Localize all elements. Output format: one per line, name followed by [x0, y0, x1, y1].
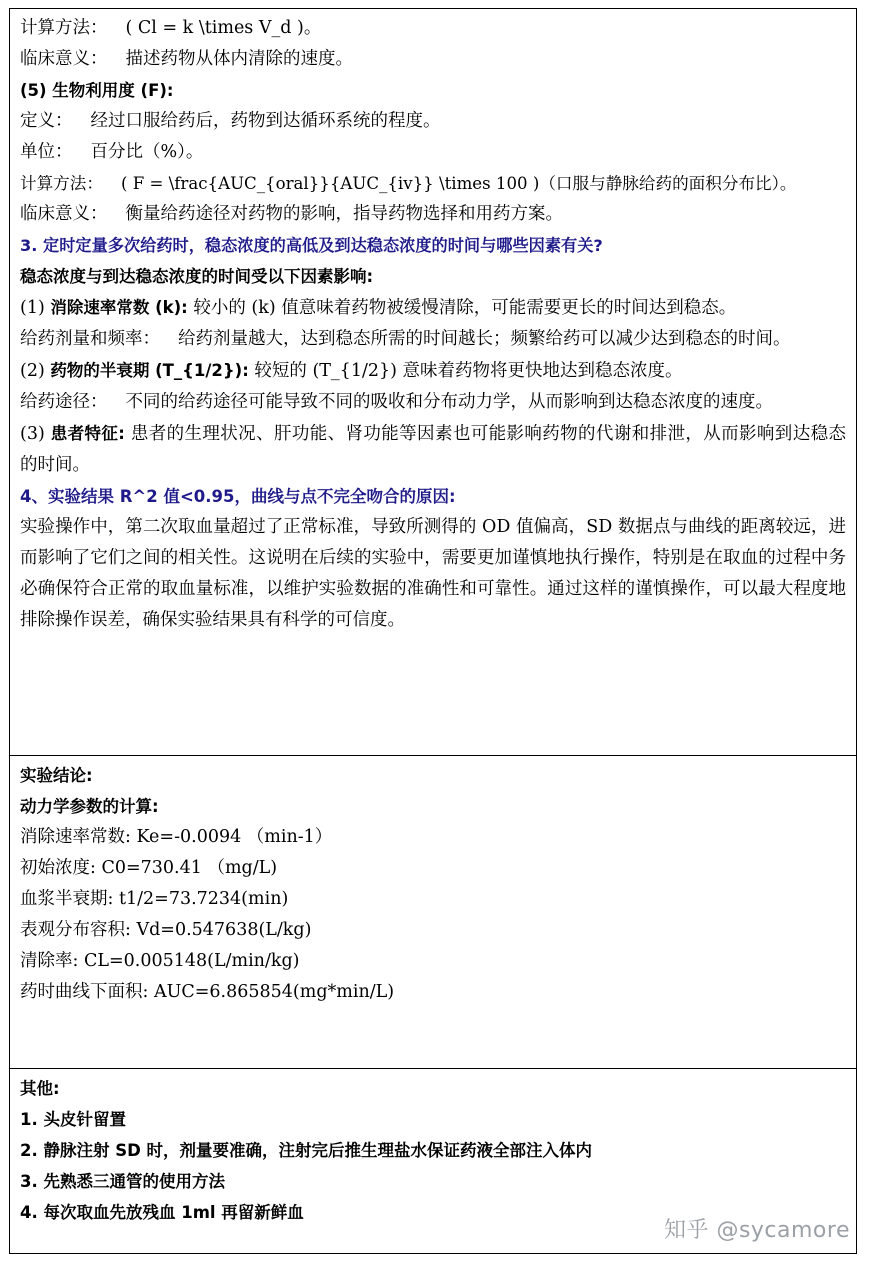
- other-item: 2. 静脉注射 SD 时，剂量要准确，注射完后推生理盐水保证药液全部注入体内: [20, 1141, 593, 1160]
- question-4-heading: 4、实验结果 R^2 值<0.95，曲线与点不完全吻合的原因:: [20, 487, 456, 506]
- other-item: 1. 头皮针留置: [20, 1110, 126, 1129]
- f-definition-line: 定义： 经过口服给药后，药物到达循环系统的程度。: [20, 111, 441, 131]
- factor-patient: (3) 患者特征: 患者的生理状况、肝功能、肾功能等因素也可能影响药物的代谢和排泄，从而影响到达稳态的时间。: [20, 424, 846, 475]
- cl-calc-line: 计算方法： ( Cl = k \times V_d )。: [20, 18, 322, 38]
- param-ke: 消除速率常数: Ke=-0.0094 （min-1）: [20, 827, 333, 847]
- param-half-life: 血浆半衰期: t1/2=73.7234(min): [20, 889, 289, 909]
- param-cl: 清除率: CL=0.005148(L/min/kg): [20, 951, 300, 971]
- other-heading: 其他:: [20, 1079, 60, 1098]
- param-auc: 药时曲线下面积: AUC=6.865854(mg*min/L): [20, 982, 395, 1002]
- param-vd: 表观分布容积: Vd=0.547638(L/kg): [20, 920, 312, 940]
- watermark: 知乎 @sycamore: [663, 1218, 850, 1243]
- factor-half-life: (2) 药物的半衰期 (T_{1/2}): 较短的 (T_{1/2}) 意味着药物将更快地达到稳态浓度。: [20, 361, 683, 381]
- conclusion-section: [10, 755, 856, 1068]
- other-item: 3. 先熟悉三通管的使用方法: [20, 1172, 225, 1191]
- document-page: [9, 8, 857, 1254]
- other-item: 4. 每次取血先放残血 1ml 再留新鲜血: [20, 1203, 304, 1222]
- conclusion-heading: 实验结论:: [20, 766, 93, 785]
- kinetics-subheading: 动力学参数的计算:: [20, 797, 159, 816]
- factor-dose-frequency: 给药剂量和频率： 给药剂量越大，达到稳态所需的时间越长；频繁给药可以减少达到稳态的时间。: [20, 329, 791, 349]
- factor-route: 给药途径： 不同的给药途径可能导致不同的吸收和分布动力学，从而影响到达稳态浓度的速度。: [20, 392, 773, 412]
- f-clinical-line: 临床意义： 衡量给药途径对药物的影响，指导药物选择和用药方案。: [20, 204, 563, 224]
- question-3-heading: 3. 定时定量多次给药时，稳态浓度的高低及到达稳态浓度的时间与哪些因素有关?: [20, 236, 603, 255]
- discussion-section: [10, 9, 856, 755]
- question-4-text: 实验操作中，第二次取血量超过了正常标准，导致所测得的 OD 值偏高，SD 数据点与曲线的距离较远，进而影响了它们之间的相关性。这说明在后续的实验中，需要更加谨慎地执行操作，特别是在取血的过程中务必确保符合正常的取血量标准，以维护实验数据的准确性和可靠性。通过这样的谨慎操作，可以最大程度地排除操作误差，确保实验结果具有科学的可信度。: [20, 517, 846, 630]
- bioavailability-heading: (5) 生物利用度 (F):: [20, 81, 174, 100]
- factor-elimination-rate: (1) 消除速率常数 (k): 较小的 (k) 值意味着药物被缓慢清除，可能需要更长的时间达到稳态。: [20, 298, 737, 318]
- f-calc-line: 计算方法： ( F = \frac{AUC_{oral}}{AUC_{iv}} \times 100 )（口服与静脉给药的面积分布比）。: [20, 174, 797, 193]
- cl-clinical-line: 临床意义： 描述药物从体内清除的速度。: [20, 49, 353, 69]
- f-unit-line: 单位： 百分比（%）。: [20, 142, 204, 162]
- question-3-intro: 稳态浓度与到达稳态浓度的时间受以下因素影响:: [20, 267, 374, 286]
- param-c0: 初始浓度: C0=730.41 （mg/L): [20, 858, 278, 878]
